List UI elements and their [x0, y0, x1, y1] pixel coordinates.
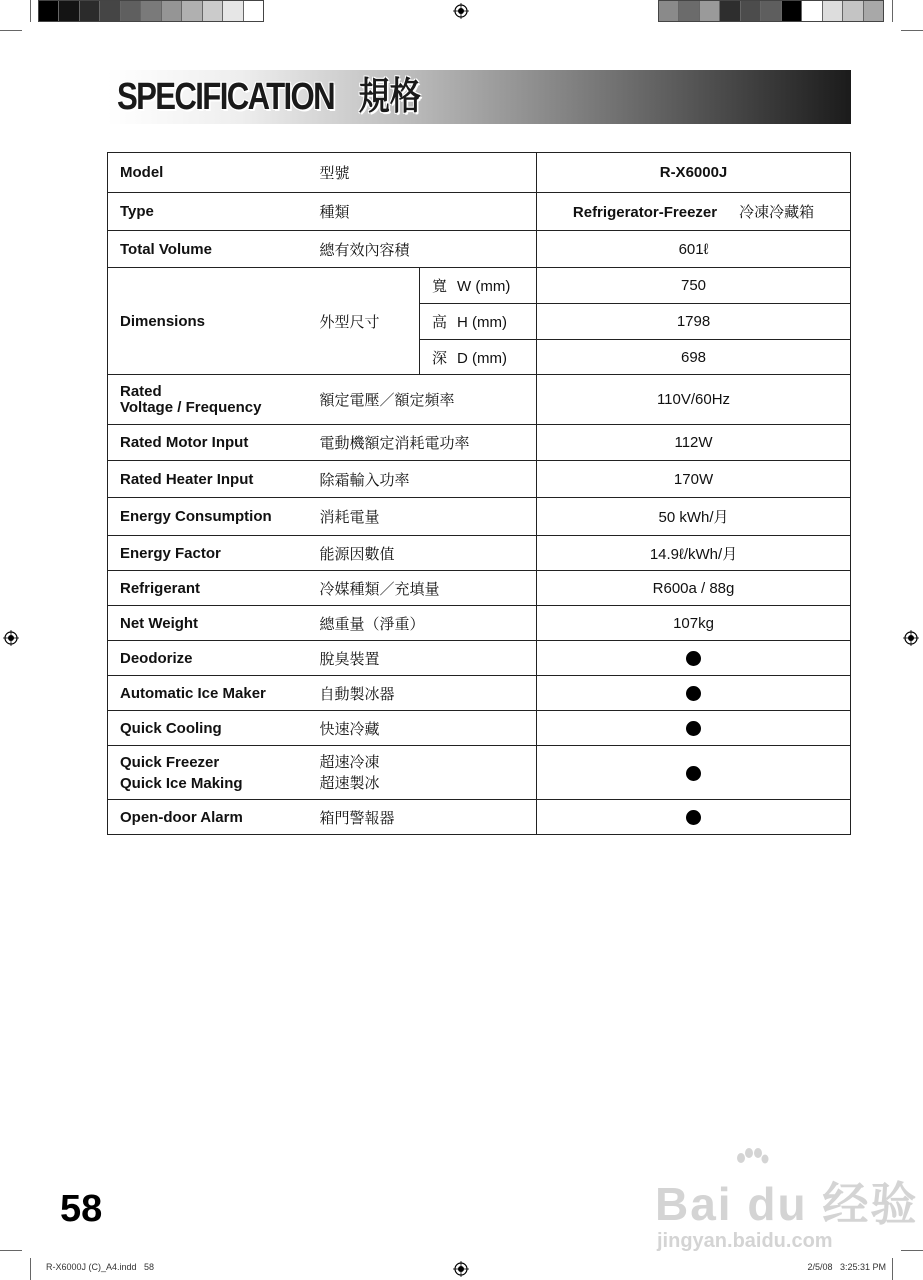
page-number: 58 [60, 1188, 103, 1230]
dimension-label [420, 268, 537, 304]
feature-available-dot-icon [686, 686, 701, 701]
color-calibration-bar-left [38, 0, 264, 22]
watermark-logo-text: Bai du 经验 [655, 1178, 919, 1230]
row-label-en: Rated Motor Input [108, 425, 308, 461]
page-title-zh: 規格 [358, 76, 421, 118]
calibration-swatch [659, 1, 679, 21]
row-value: 170W [537, 461, 851, 498]
calibration-swatch [802, 1, 822, 21]
row-value [537, 800, 851, 835]
row-label-zh [308, 746, 537, 800]
row-value [537, 711, 851, 746]
row-label-en: Automatic Ice Maker [108, 676, 308, 711]
row-label-en: Net Weight [108, 606, 308, 641]
row-value: 698 [537, 340, 851, 375]
row-value: 1798 [537, 304, 851, 340]
row-label-zh: 脫臭裝置 [308, 641, 537, 676]
row-label-en: Model [108, 153, 308, 193]
table-row-motor-input [108, 425, 851, 461]
row-label-en [108, 746, 308, 800]
crop-mark [901, 30, 923, 31]
table-row-model [108, 153, 851, 193]
row-label-en-line: Quick Ice Making [120, 774, 243, 792]
feature-available-dot-icon [686, 651, 701, 666]
row-label-zh: 電動機額定消耗電功率 [308, 425, 537, 461]
table-row-refrigerant [108, 571, 851, 606]
paw-logo-icon [733, 1148, 769, 1178]
row-value: 14.9ℓ/kWh/月 [537, 536, 851, 571]
row-label-en: Quick Cooling [108, 711, 308, 746]
baidu-jingyan-watermark [655, 1150, 918, 1253]
feature-available-dot-icon [686, 766, 701, 781]
table-row-rated-voltage-frequency [108, 375, 851, 425]
registration-mark-icon [453, 1261, 469, 1277]
calibration-swatch [162, 1, 182, 21]
dimension-label [420, 304, 537, 340]
calibration-swatch [121, 1, 141, 21]
row-label-en: Dimensions [108, 268, 308, 375]
calibration-swatch [141, 1, 161, 21]
feature-available-dot-icon [686, 810, 701, 825]
row-label-en-line: Voltage / Frequency [120, 398, 262, 416]
dimension-label-en: W (mm) [457, 278, 511, 295]
registration-mark-icon [3, 630, 19, 646]
calibration-swatch [203, 1, 223, 21]
specification-table [107, 152, 851, 835]
table-row-total-volume [108, 231, 851, 268]
table-row-ice-maker [108, 676, 851, 711]
table-row-energy-consumption [108, 498, 851, 536]
row-value: R-X6000J [537, 153, 851, 193]
table-row-quick-freezer [108, 746, 851, 800]
calibration-swatch [59, 1, 79, 21]
calibration-swatch [223, 1, 243, 21]
crop-mark [30, 0, 31, 22]
row-value: 107kg [537, 606, 851, 641]
row-label-en: Energy Consumption [108, 498, 308, 536]
row-label-en: Type [108, 193, 308, 231]
dimension-label-zh: 深 [432, 349, 448, 367]
calibration-swatch [100, 1, 120, 21]
row-label-zh: 總重量（淨重） [308, 606, 537, 641]
table-row-door-alarm [108, 800, 851, 835]
row-label-zh: 自動製冰器 [308, 676, 537, 711]
row-label-zh-line: 超速冷凍 [319, 753, 380, 771]
crop-mark [0, 1250, 22, 1251]
row-label-zh: 冷媒種類／充填量 [308, 571, 537, 606]
color-calibration-bar-right [658, 0, 884, 22]
calibration-swatch [39, 1, 59, 21]
row-value: 50 kWh/月 [537, 498, 851, 536]
row-value [537, 641, 851, 676]
page-title-en: SPECIFICATION [117, 76, 335, 118]
calibration-swatch [741, 1, 761, 21]
row-label-en: Deodorize [108, 641, 308, 676]
row-label-zh: 除霜輸入功率 [308, 461, 537, 498]
calibration-swatch [864, 1, 883, 21]
crop-mark [30, 1258, 31, 1280]
row-label-en: Total Volume [108, 231, 308, 268]
row-label-en: Refrigerant [108, 571, 308, 606]
print-file-info: R-X6000J (C)_A4.indd 58 [46, 1262, 155, 1272]
row-label-zh: 快速冷藏 [308, 711, 537, 746]
calibration-swatch [700, 1, 720, 21]
table-row-dimensions-width [108, 268, 851, 304]
row-value [537, 193, 851, 231]
section-header-banner [107, 70, 851, 124]
row-label-en: Energy Factor [108, 536, 308, 571]
calibration-swatch [843, 1, 863, 21]
dimension-label-zh: 高 [432, 314, 448, 331]
row-value [537, 746, 851, 800]
dimension-label [420, 340, 537, 375]
table-row-deodorize [108, 641, 851, 676]
row-value: 601ℓ [537, 231, 851, 268]
calibration-swatch [823, 1, 843, 21]
row-label-zh: 總有效內容積 [308, 231, 537, 268]
calibration-swatch [80, 1, 100, 21]
calibration-swatch [182, 1, 202, 21]
row-label-zh: 外型尺寸 [308, 268, 420, 375]
calibration-swatch [244, 1, 263, 21]
row-value [537, 676, 851, 711]
print-timestamp: 2/5/08 3:25:31 PM [807, 1262, 886, 1272]
registration-mark-icon [903, 630, 919, 646]
type-value-zh: 冷凍冷藏箱 [739, 204, 815, 221]
row-label-zh-line: 超速製冰 [319, 774, 380, 792]
row-value: 112W [537, 425, 851, 461]
row-label-zh: 能源因數值 [308, 536, 537, 571]
registration-mark-icon [453, 3, 469, 19]
crop-mark [0, 30, 22, 31]
row-label-en [108, 375, 308, 425]
row-label-zh: 種類 [308, 193, 537, 231]
type-value-en: Refrigerator-Freezer [572, 204, 718, 221]
calibration-swatch [720, 1, 740, 21]
calibration-swatch [761, 1, 781, 21]
row-label-zh: 消耗電量 [308, 498, 537, 536]
row-value: 110V/60Hz [537, 375, 851, 425]
page-title [117, 70, 421, 124]
table-row-type [108, 193, 851, 231]
watermark-url: jingyan.baidu.com [657, 1230, 833, 1252]
row-label-en: Open-door Alarm [108, 800, 308, 835]
crop-mark [892, 1258, 893, 1280]
row-label-zh: 型號 [308, 153, 537, 193]
dimension-label-en: D (mm) [457, 349, 507, 367]
row-label-zh: 箱門警報器 [308, 800, 537, 835]
row-label-en: Rated Heater Input [108, 461, 308, 498]
table-row-quick-cooling [108, 711, 851, 746]
dimension-label-en: H (mm) [457, 314, 507, 331]
table-row-net-weight [108, 606, 851, 641]
row-label-en-line: Quick Freezer [120, 753, 220, 771]
row-label-zh: 額定電壓／額定頻率 [308, 375, 537, 425]
calibration-swatch [782, 1, 802, 21]
feature-available-dot-icon [686, 721, 701, 736]
row-label-en-line: Rated [120, 382, 162, 400]
row-value: R600a / 88g [537, 571, 851, 606]
crop-mark [892, 0, 893, 22]
calibration-swatch [679, 1, 699, 21]
table-row-energy-factor [108, 536, 851, 571]
table-row-heater-input [108, 461, 851, 498]
dimension-label-zh: 寬 [432, 278, 448, 295]
row-value: 750 [537, 268, 851, 304]
